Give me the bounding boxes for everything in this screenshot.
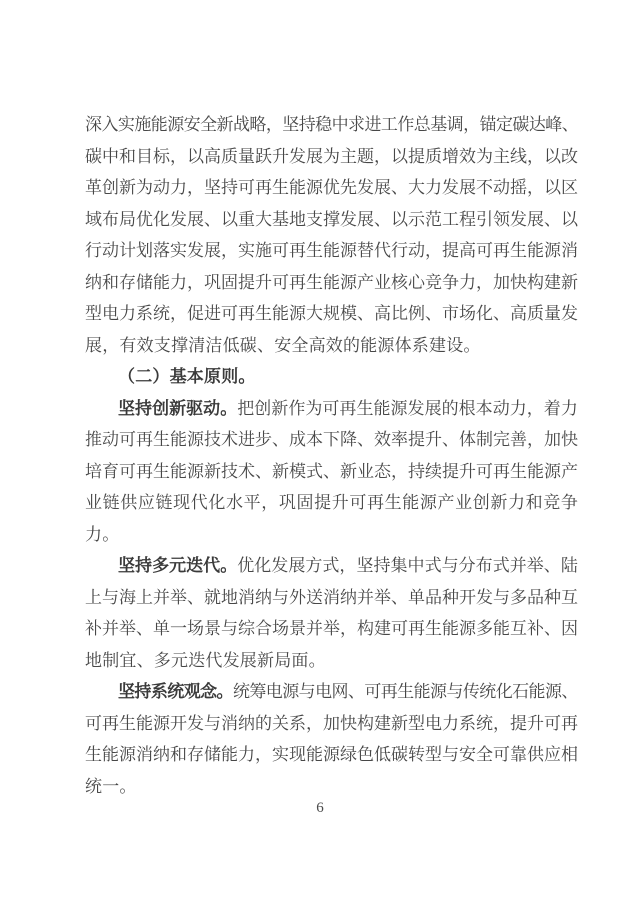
text-line bbox=[85, 645, 578, 677]
section-heading bbox=[85, 361, 578, 393]
line-text: 展，有效支撑清洁低碳、安全高效的能源体系建设。 bbox=[85, 335, 481, 355]
line-text: 力。 bbox=[85, 524, 120, 544]
text-line: 补 并 举 、 单 一 场 景 与 综 合 场 景 并 举 ， 构 建 可 再 生 能 源 多 能 互 补 、 因 bbox=[85, 619, 578, 638]
text-line bbox=[85, 519, 578, 551]
text-line: 培 育 可 再 生 能 源 新 技 术 、 新 模 式 、 新 业 态 ， 持 续 提 升 可 再 生 能 源 产 bbox=[85, 461, 578, 481]
text-line: 碳 中 和 目 标 ， 以 高 质 量 跃 升 发 展 为 主 题 ， 以 提 质 增 效 为 主 线 ， 以 改 bbox=[85, 146, 578, 166]
text-line: 坚 持 多 元 迭 代 。 优 化 发 展 方 式 ， 坚 持 集 中 式 与 分 布 式 并 举 、 陆 bbox=[118, 556, 578, 575]
text-line bbox=[85, 330, 578, 362]
text-line: 业 链 供 应 链 现 代 化 水 平 ， 巩 固 提 升 可 再 生 能 源 产 业 创 新 力 和 竞 争 bbox=[85, 493, 578, 512]
text-line: 可 再 生 能 源 开 发 与 消 纳 的 关 系 ， 加 快 构 建 新 型 电 力 系 统 ， 提 升 可 再 bbox=[85, 713, 578, 733]
line-lead: （二）基本原则。 bbox=[118, 367, 256, 386]
text-line: 上 与 海 上 并 举 、 就 地 消 纳 与 外 送 消 纳 并 举 、 单 品 种 开 发 与 多 品 种 互 bbox=[85, 587, 578, 607]
text-line: 行 动 计 划 落 实 发 展 ， 实 施 可 再 生 能 源 替 代 行 动 ， 提 高 可 再 生 能 源 消 bbox=[85, 241, 578, 260]
text-line: 坚 持 系 统 观 念 。 统 筹 电 源 与 电 网 、 可 再 生 能 源 与 传 统 化 石 能 源 、 bbox=[118, 682, 579, 701]
text-line: 革 创 新 为 动 力 ， 坚 持 可 再 生 能 源 优 先 发 展 、 大 力 发 展 不 动 摇 ， 以 区 bbox=[85, 178, 578, 197]
line-text: 地制宜、多元迭代发展新局面。 bbox=[85, 650, 326, 670]
line-text: 统一。 bbox=[85, 776, 137, 796]
text-line: 推 动 可 再 生 能 源 技 术 进 步 、 成 本 下 降 、 效 率 提 升 、 体 制 完 善 ， 加 快 bbox=[85, 430, 578, 449]
text-line: 深 入 实 施 能 源 安 全 新 战 略 ， 坚 持 稳 中 求 进 工 作 总 基 调 ， 锚 定 碳 达 峰 、 bbox=[85, 115, 579, 134]
text-line: 坚 持 创 新 驱 动 。 把 创 新 作 为 可 再 生 能 源 发 展 的 根 本 动 力 ， 着 力 bbox=[118, 398, 578, 418]
document-body bbox=[85, 109, 578, 802]
text-line: 域 布 局 优 化 发 展 、 以 重 大 基 地 支 撑 发 展 、 以 示 范 工 程 引 领 发 展 、 以 bbox=[85, 209, 578, 229]
text-line: 生 能 源 消 纳 和 存 储 能 力 ， 实 现 能 源 绿 色 低 碳 转 型 与 安 全 可 靠 供 应 相 bbox=[85, 745, 578, 764]
page-number: 6 bbox=[316, 800, 324, 816]
text-line: 型 电 力 系 统 ， 促 进 可 再 生 能 源 大 规 模 、 高 比 例 、 市 场 化 、 高 质 量 发 bbox=[85, 304, 578, 323]
text-line: 纳 和 存 储 能 力 ， 巩 固 提 升 可 再 生 能 源 产 业 核 心 竞 争 力 ， 加 快 构 建 新 bbox=[85, 272, 578, 292]
